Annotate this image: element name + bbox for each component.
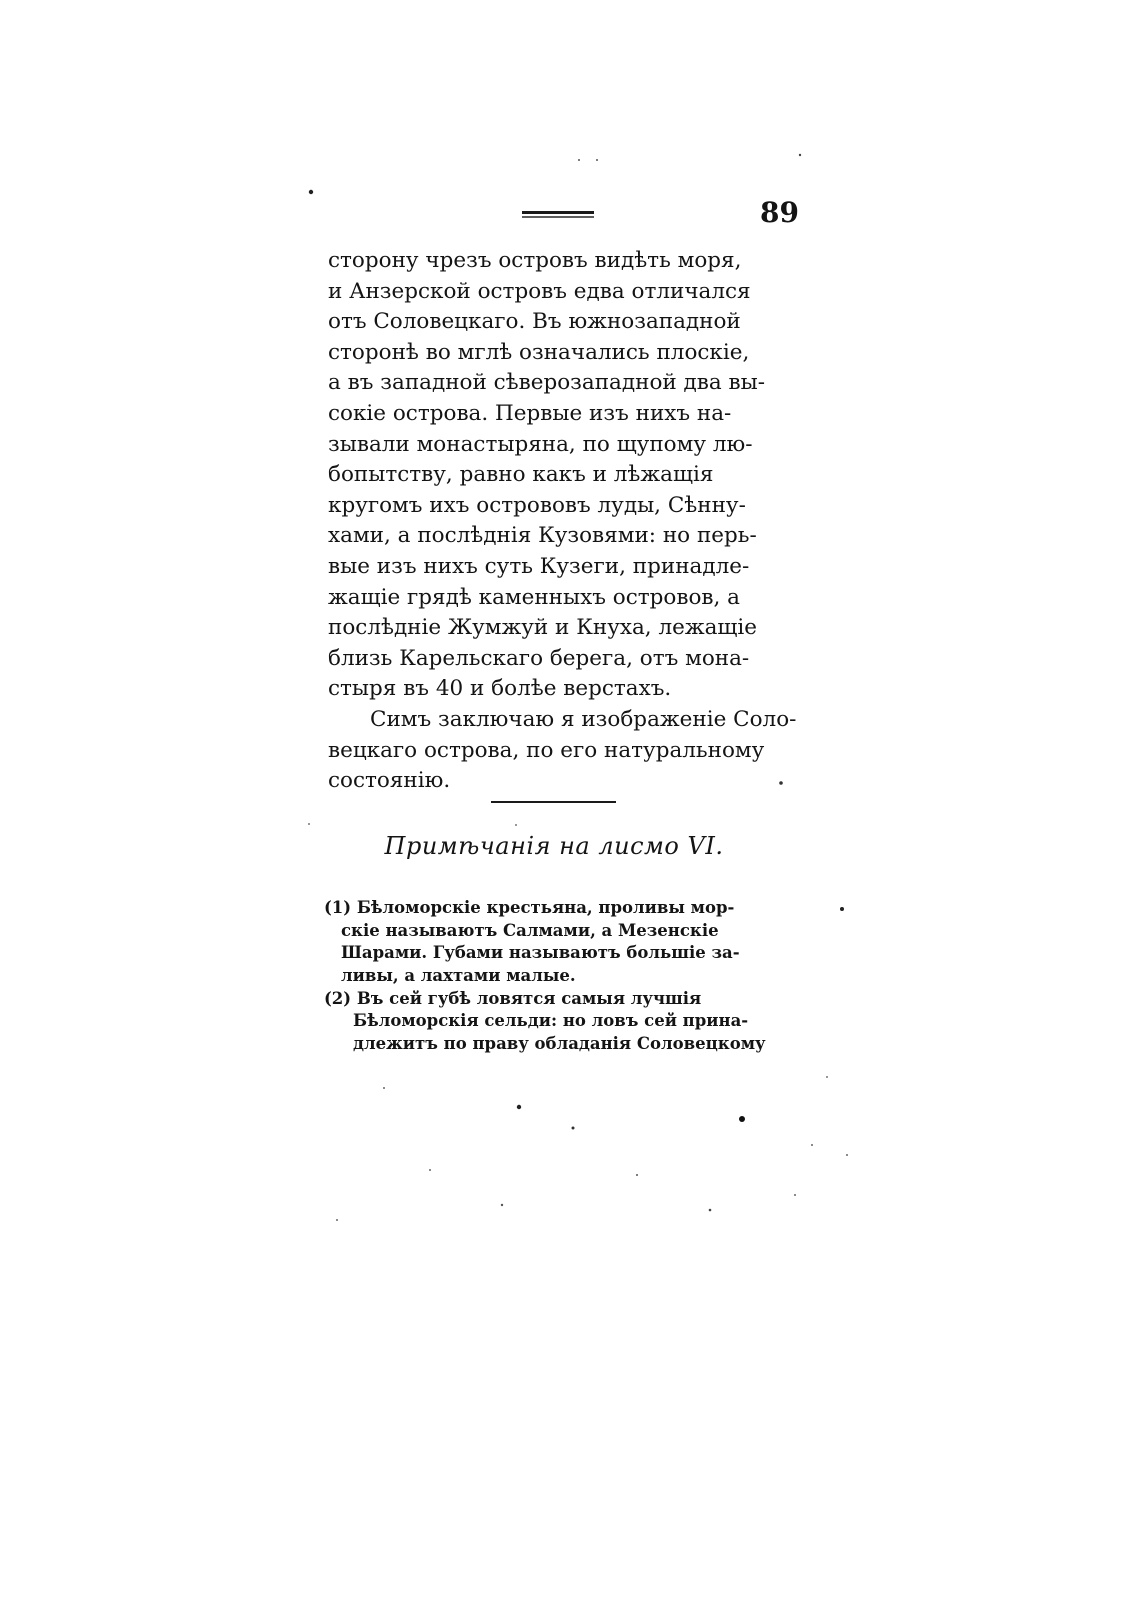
page-number: 89 — [760, 196, 799, 229]
text-line: сокіе острова. Первые изъ нихъ на- — [328, 400, 732, 426]
text-line: вые изъ нихъ суть Кузеги, принадле- — [328, 553, 750, 579]
note-line: (2) Въ сей губѣ ловятся самыя лучшія — [324, 988, 702, 1008]
closing-line: Симъ заключаю я изображеніе Соло- — [370, 706, 797, 732]
text-line: послѣдніе Жумжуй и Кнуха, лежащіе — [328, 615, 758, 641]
text-line: кругомъ ихъ острововъ луды, Сѣнну- — [328, 492, 746, 518]
note-line: ливы, а лахтами малые. — [341, 966, 576, 986]
note-line: Шарами. Губами называютъ большіе за- — [341, 943, 740, 963]
text-line: и Анзерской островъ едва отличался — [328, 278, 751, 304]
text-line: бопытству, равно какъ и лѣжащія — [328, 462, 714, 488]
text-line: сторонѣ во мглѣ означались плоскіе, — [328, 339, 750, 365]
section-divider — [491, 801, 616, 803]
closing-line: вецкаго острова, по его натуральному — [328, 737, 765, 763]
text-line: сторону чрезъ островъ видѣть моря, — [328, 248, 742, 273]
notes-heading: Примѣчанія на лисмо VI. — [384, 832, 724, 860]
note-line: Бѣломорскія сельди: но ловъ сей прина- — [353, 1011, 749, 1031]
text-line: близь Карельскаго берега, отъ мона- — [328, 645, 750, 671]
note-line: (1) Бѣломорскіе крестьяна, проливы мор- — [324, 898, 735, 917]
footnotes — [324, 897, 804, 1056]
closing-line: состоянію. — [328, 768, 451, 794]
header-rule — [522, 211, 594, 223]
footnote-1 — [324, 897, 804, 988]
main-text — [328, 246, 806, 797]
text-line: отъ Соловецкаго. Въ южнозападной — [328, 309, 741, 335]
note-line: длежитъ по праву обладанія Соловецкому — [353, 1034, 766, 1054]
text-line: стыря въ 40 и болѣе верстахъ. — [328, 676, 672, 702]
text-line: зывали монастыряна, по щупому лю- — [328, 431, 753, 457]
text-line: хами, а послѣднія Кузовями: но перь- — [328, 523, 757, 549]
footnote-2 — [324, 988, 804, 1056]
text-line: а въ западной сѣверозападной два вы- — [328, 370, 766, 396]
note-line: скіе называютъ Салмами, а Мезенскіе — [341, 920, 719, 940]
text-line: жащіе грядѣ каменныхъ островов, а — [328, 584, 740, 610]
